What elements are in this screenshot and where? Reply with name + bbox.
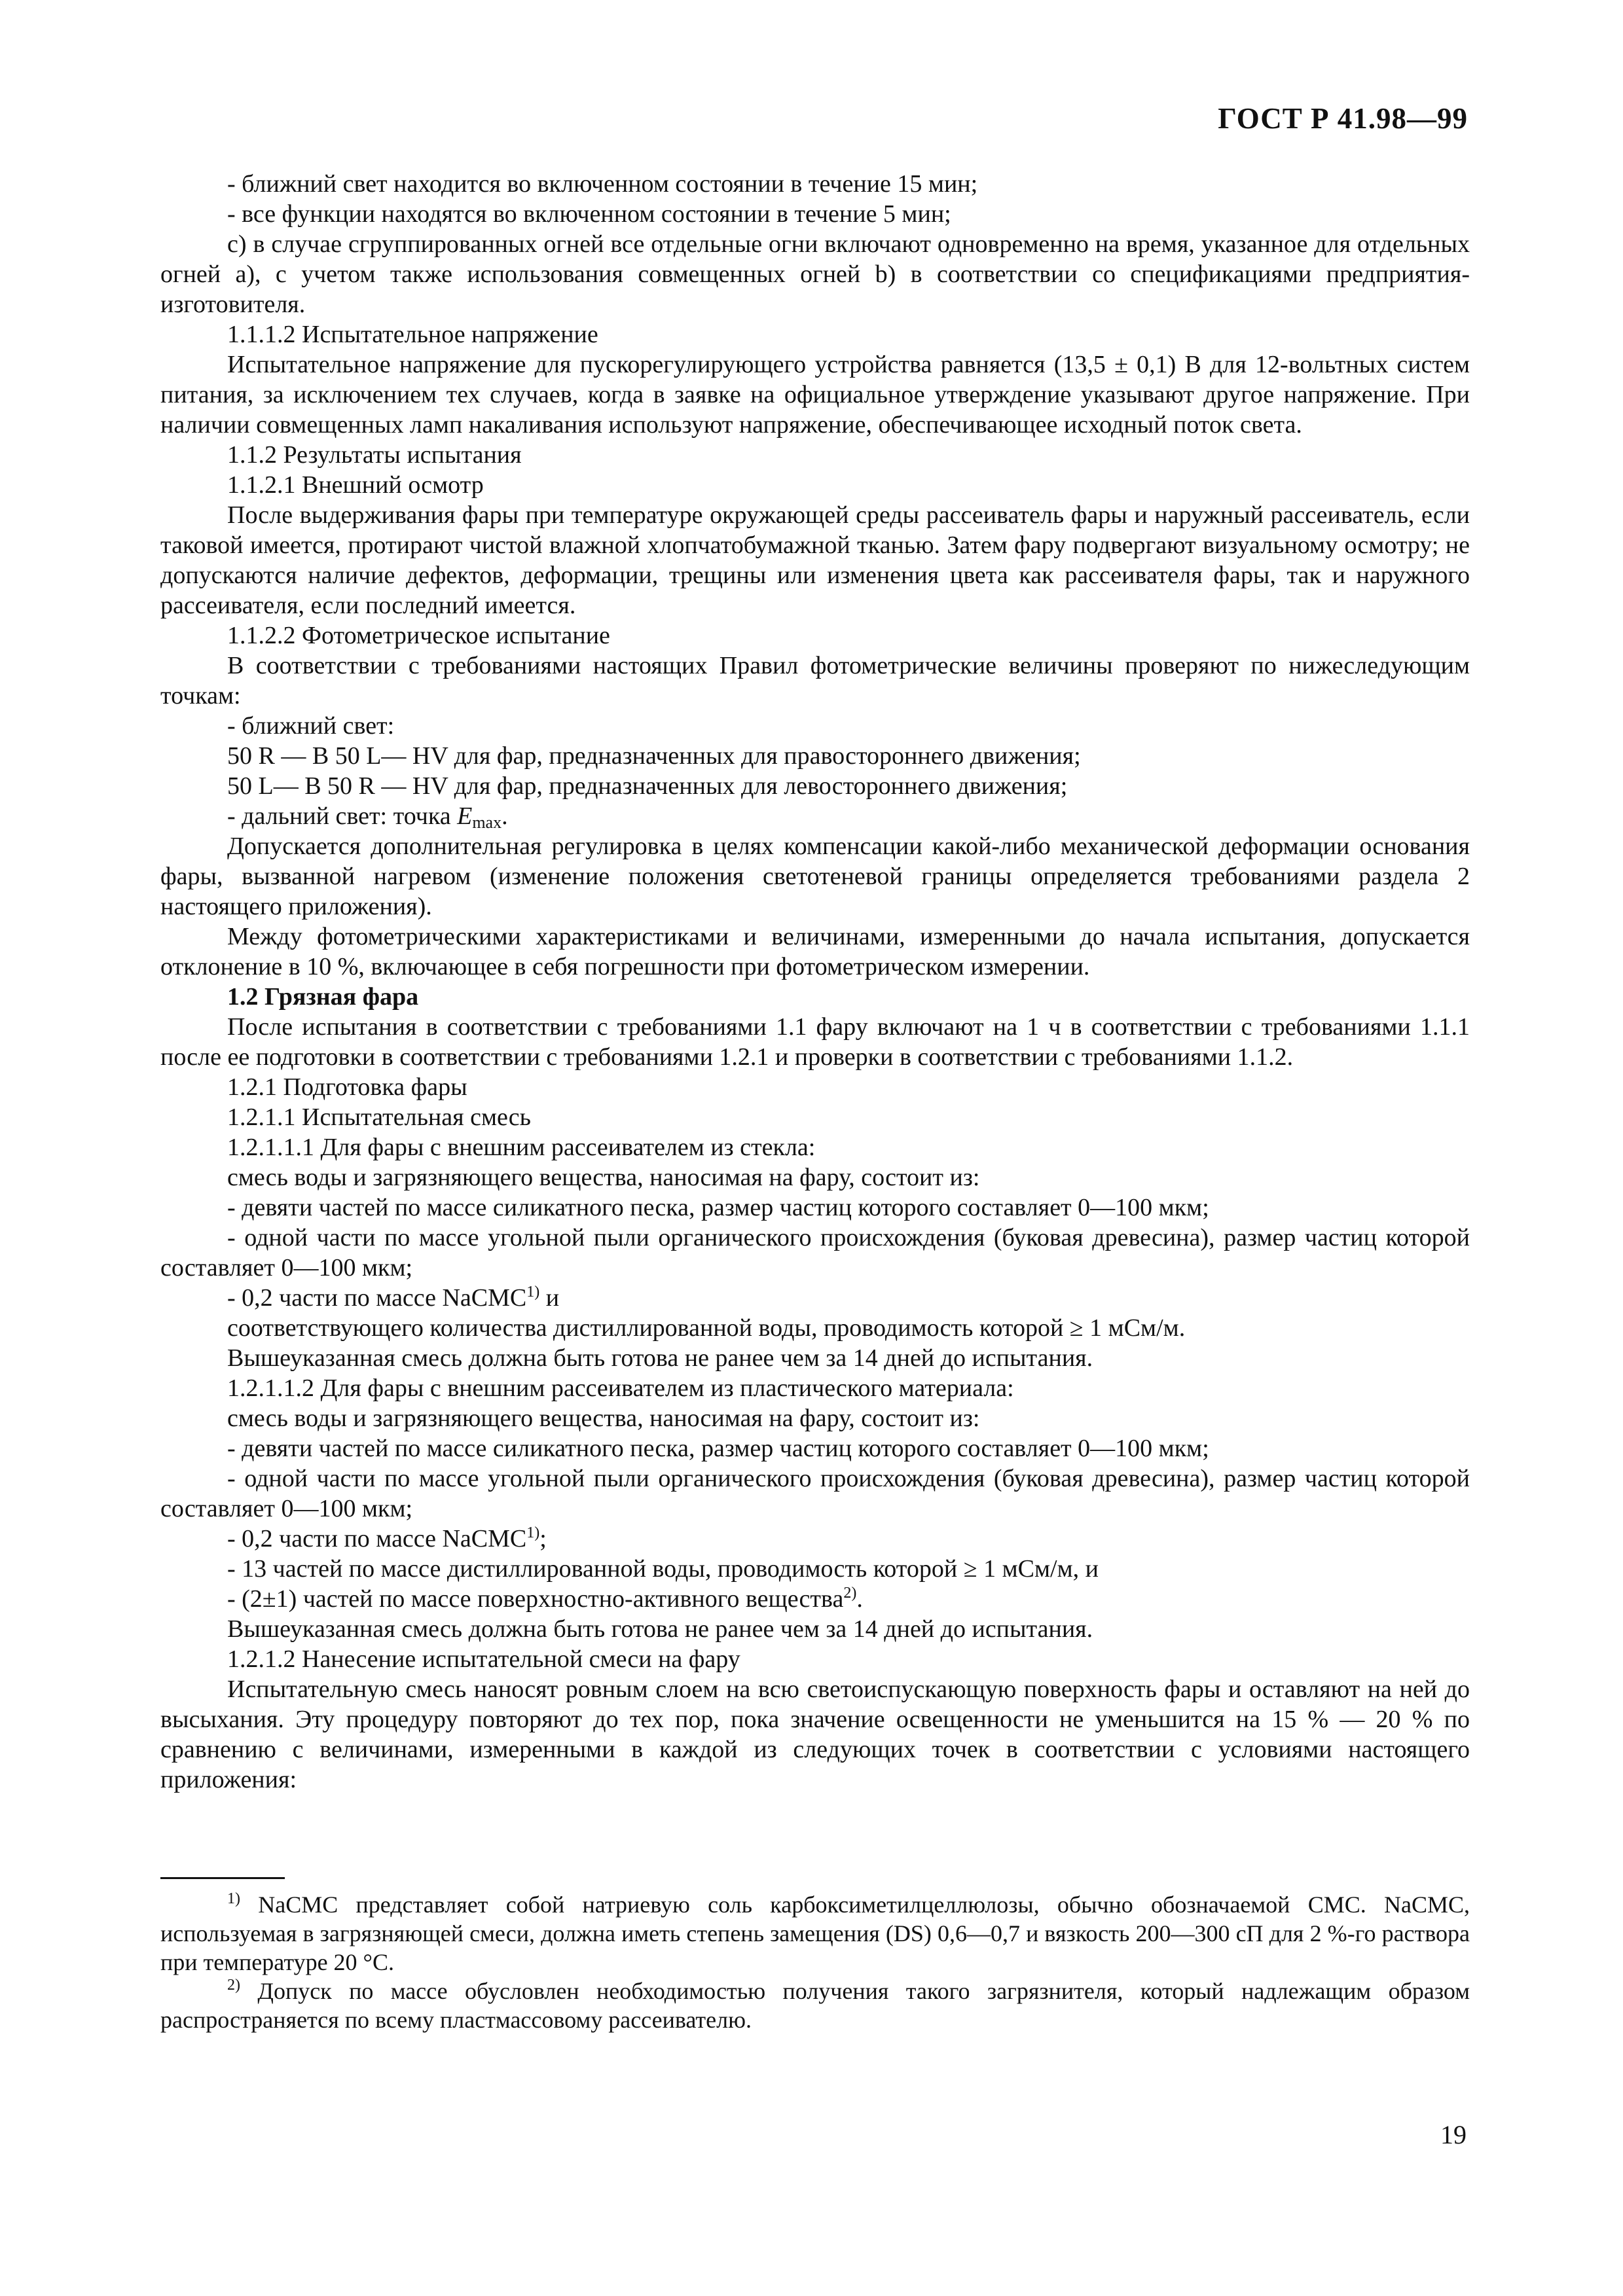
- paragraph: смесь воды и загрязняющего вещества, наносимая на фару, состоит из:: [227, 1164, 980, 1191]
- paragraph: смесь воды и загрязняющего вещества, наносимая на фару, состоит из:: [227, 1405, 980, 1432]
- paragraph: - одной части по массе угольной пыли органического происхождения (буковая древесина), размер частиц которой составляет 0—100 мкм;: [160, 1465, 1470, 1522]
- section-heading: 1.1.1.2 Испытательное напряжение: [227, 321, 598, 348]
- footnote-mark: 1): [227, 1890, 240, 1907]
- footnote-ref: 1): [526, 1524, 540, 1541]
- text-span: ;: [539, 1525, 547, 1552]
- section-heading: 1.2.1.1.2 Для фары с внешним рассеивателем из пластического материала:: [227, 1374, 1014, 1402]
- text-span: .: [856, 1585, 863, 1613]
- footnotes: [160, 1890, 1470, 2034]
- footnote-text: NaCMC представляет собой натриевую соль карбоксиметилцеллюлозы, обычно обозначаемой CMC. NaCMC, используемая в загрязняющей смеси, должна иметь степень замещения (DS) 0,6—0,7 и вязкость 200—300 сП для 2 %-го раствора при температуре 20 °С.: [160, 1892, 1470, 1975]
- paragraph: В соответствии с требованиями настоящих Правил фотометрические величины проверяют по нижеследующим точкам:: [160, 652, 1470, 709]
- section-heading: 1.1.2.2 Фотометрическое испытание: [227, 622, 610, 649]
- formula-symbol: E: [457, 802, 473, 830]
- section-heading: 1.2.1 Подготовка фары: [227, 1073, 467, 1101]
- footnote: [160, 1890, 1470, 1977]
- text-span: и: [539, 1284, 560, 1312]
- footnote-divider: [160, 1877, 285, 1879]
- paragraph: Испытательную смесь наносят ровным слоем на всю светоиспускающую поверхность фары и оставляют на ней до высыхания. Эту процедуру повторяют до тех пор, пока значение освещенности не уменьшится на 15 % — 20 % по сравнению с величинами, измеренными в каждой из следующих точек в соответствии с условиями настоящего приложения:: [160, 1676, 1470, 1793]
- paragraph: Между фотометрическими характеристиками и величинами, измеренными до начала испытания, допускается отклонение в 10 %, включающее в себя погрешности при фотометрическом измерении.: [160, 923, 1470, 980]
- paragraph: - ближний свет находится во включенном состоянии в течение 15 мин;: [227, 170, 978, 198]
- footnote-text: Допуск по массе обусловлен необходимостью получения такого загрязнителя, который надлежащим образом распространяется по всему пластмассовому рассеивателю.: [160, 1978, 1470, 2033]
- paragraph: После испытания в соответствии с требованиями 1.1 фару включают на 1 ч в соответствии с требованиями 1.1.1 после ее подготовки в соответствии с требованиями 1.2.1 и проверки в соответствии с требованиями 1.1.2.: [160, 1013, 1470, 1071]
- text-span: - дальний свет: точка: [227, 802, 458, 830]
- section-heading-bold: 1.2 Грязная фара: [227, 983, 419, 1011]
- text-span: - 0,2 части по массе NaCMC: [227, 1284, 527, 1312]
- paragraph: - все функции находятся во включенном состоянии в течение 5 мин;: [227, 200, 951, 228]
- paragraph: Допускается дополнительная регулировка в целях компенсации какой-либо механической деформации основания фары, вызванной нагревом (изменение положения светотеневой границы определяется требованиями раздела 2 настоящего приложения).: [160, 833, 1470, 920]
- text-span: .: [501, 802, 508, 830]
- section-heading: 1.2.1.2 Нанесение испытательной смеси на фару: [227, 1645, 740, 1673]
- paragraph: - 13 частей по массе дистиллированной воды, проводимость которой ≥ 1 мСм/м, и: [227, 1555, 1099, 1583]
- paragraph: [160, 1283, 1470, 1313]
- paragraph: Испытательное напряжение для пускорегулирующего устройства равняется (13,5 ± 0,1) В для 12-вольтных систем питания, за исключением тех случаев, когда в заявке на официальное утверждение указывают другое напряжение. При наличии совмещенных ламп накаливания используют напряжение, обеспечивающее исходный поток света.: [160, 351, 1470, 439]
- paragraph: [160, 801, 1470, 831]
- paragraph: - девяти частей по массе силикатного песка, размер частиц которого составляет 0—100 мкм;: [227, 1435, 1209, 1462]
- section-heading: 1.1.2.1 Внешний осмотр: [227, 471, 484, 499]
- paragraph: соответствующего количества дистиллированной воды, проводимость которой ≥ 1 мСм/м.: [227, 1314, 1186, 1342]
- paragraph: После выдерживания фары при температуре окружающей среды рассеиватель фары и наружный рассеиватель, если таковой имеется, протирают чистой влажной хлопчатобумажной тканью. Затем фару подвергают визуальному осмотру; не допускаются наличие дефектов, деформации, трещины или изменения цвета как рассеивателя фары, так и наружного рассеивателя, если последний имеется.: [160, 501, 1470, 619]
- paragraph: 50 L— B 50 R — HV для фар, предназначенных для левостороннего движения;: [227, 772, 1068, 800]
- text-span: - (2±1) частей по массе поверхностно-активного вещества: [227, 1585, 844, 1613]
- document-body: [160, 169, 1470, 1795]
- footnote-ref: 1): [526, 1283, 540, 1300]
- section-heading: 1.2.1.1 Испытательная смесь: [227, 1103, 531, 1131]
- paragraph: Вышеуказанная смесь должна быть готова не ранее чем за 14 дней до испытания.: [227, 1615, 1093, 1643]
- paragraph: с) в случае сгруппированных огней все отдельные огни включают одновременно на время, указанное для отдельных огней а), с учетом также использования совмещенных огней b) в соответствии со спецификациями предприятия-изготовителя.: [160, 230, 1470, 318]
- section-heading: 1.2.1.1.1 Для фары с внешним рассеивателем из стекла:: [227, 1134, 816, 1161]
- paragraph: [160, 1524, 1470, 1554]
- footnote-ref: 2): [843, 1585, 857, 1602]
- footnote-mark: 2): [227, 1977, 240, 1994]
- paragraph: - ближний свет:: [227, 712, 395, 740]
- footnote: [160, 1977, 1470, 2034]
- document-header: ГОСТ Р 41.98—99: [1218, 102, 1468, 135]
- section-heading: 1.1.2 Результаты испытания: [227, 441, 522, 469]
- paragraph: - девяти частей по массе силикатного песка, размер частиц которого составляет 0—100 мкм;: [227, 1194, 1209, 1221]
- paragraph: - одной части по массе угольной пыли органического происхождения (буковая древесина), размер частиц которой составляет 0—100 мкм;: [160, 1224, 1470, 1282]
- formula-subscript: max: [472, 813, 502, 832]
- text-span: - 0,2 части по массе NaCMC: [227, 1525, 527, 1552]
- paragraph: 50 R — B 50 L— HV для фар, предназначенных для правостороннего движения;: [227, 742, 1081, 770]
- paragraph: [160, 1584, 1470, 1614]
- page-number: 19: [1440, 2120, 1467, 2149]
- paragraph: Вышеуказанная смесь должна быть готова не ранее чем за 14 дней до испытания.: [227, 1344, 1093, 1372]
